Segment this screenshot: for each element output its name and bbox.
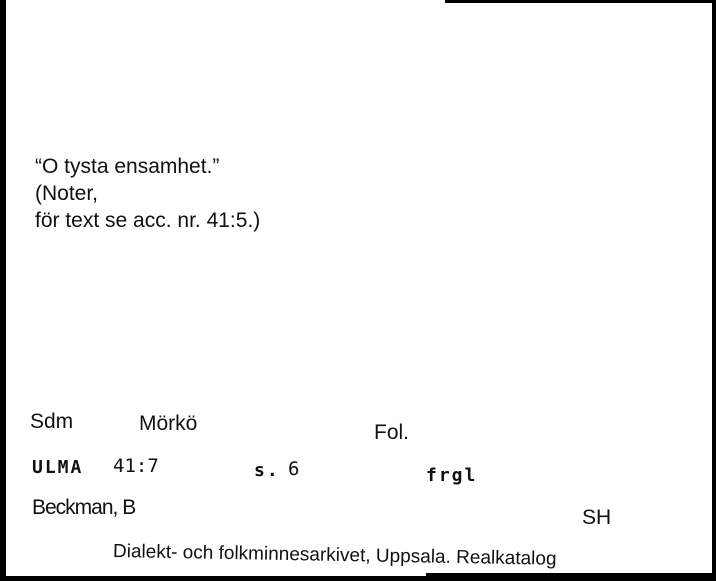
accession-number: 41:7 [113, 455, 159, 477]
format: Fol. [374, 421, 410, 444]
place: Mörkö [139, 412, 198, 435]
scan-edge-bottom-gap [6, 573, 426, 576]
page-label: s. [254, 460, 280, 481]
title-line: för text se acc. nr. 41:5.) [35, 209, 261, 232]
scan-edge-top [445, 0, 716, 3]
archive-footer: Dialekt- och folkminnesarkivet, Uppsala. Realkatalog [112, 541, 557, 570]
province: Sdm [30, 410, 74, 433]
scan-edge-left [0, 0, 6, 581]
category-code: frgl [426, 465, 478, 486]
collector-name: Beckman, B [32, 496, 136, 519]
page-number: 6 [288, 458, 300, 480]
collector-initials: SH [582, 506, 612, 529]
title-line: (Noter, [35, 182, 99, 205]
card-title [35, 153, 260, 234]
scan-edge-right [712, 0, 716, 581]
archive-code: ULMA [32, 457, 84, 478]
title-line: “O tysta ensamhet.” [35, 155, 220, 178]
